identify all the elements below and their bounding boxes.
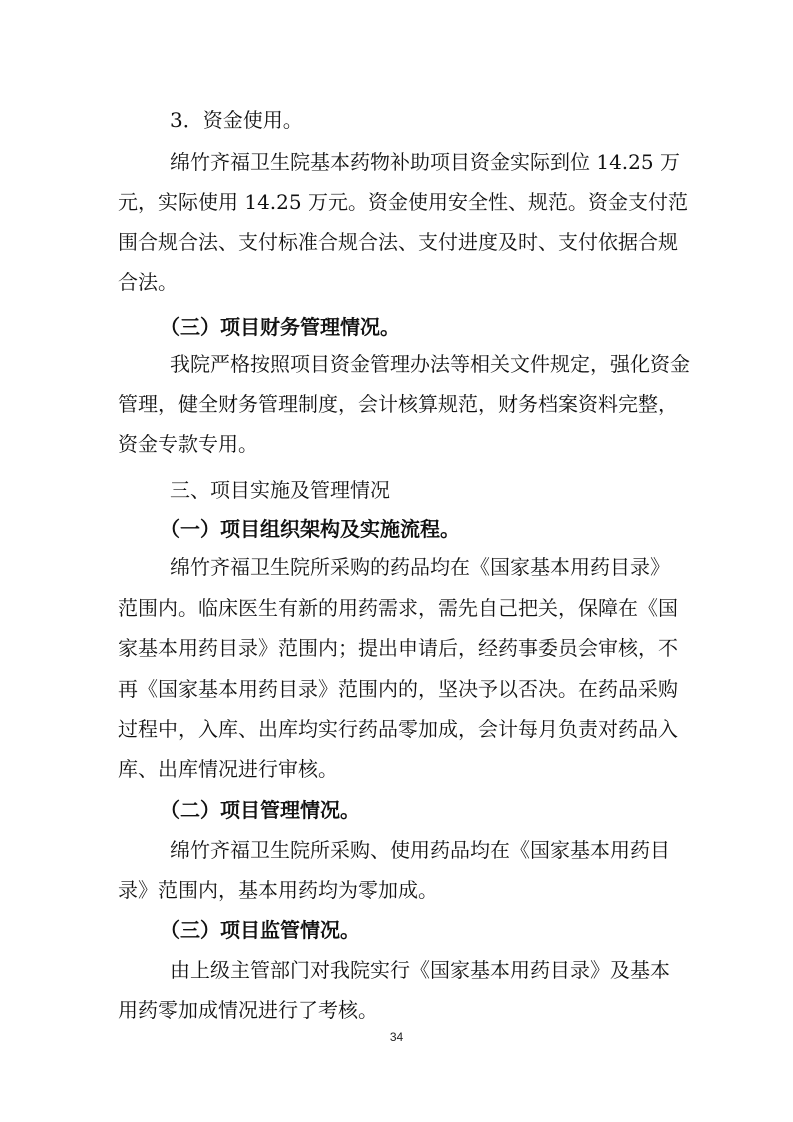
section-heading-organization: （一）项目组织架构及实施流程。	[160, 517, 460, 541]
paragraph-line: 绵竹齐福卫生院所采购、使用药品均在《国家基本用药目	[170, 838, 670, 862]
section-heading-project-management: （二）项目管理情况。	[160, 798, 360, 822]
paragraph-line: 库、出库情况进行审核。	[118, 757, 338, 781]
paragraph-line: 范围内。临床医生有新的用药需求，需先自己把关，保障在《国	[118, 596, 678, 620]
paragraph-line: 录》范围内，基本用药均为零加成。	[118, 878, 438, 902]
paragraph-line: 元，实际使用 14.25 万元。资金使用安全性、规范。资金支付范	[118, 190, 688, 214]
paragraph-line: 管理，健全财务管理制度，会计核算规范，财务档案资料完整，	[118, 392, 678, 416]
subsection-heading-fund-usage: 3．资金使用。	[170, 108, 303, 132]
paragraph-line: 家基本用药目录》范围内；提出申请后，经药事委员会审核，不	[118, 636, 678, 660]
paragraph-line: 用药零加成情况进行了考核。	[118, 998, 378, 1022]
paragraph-line: 绵竹齐福卫生院所采购的药品均在《国家基本用药目录》	[170, 555, 670, 579]
paragraph-line: 围合规合法、支付标准合规合法、支付进度及时、支付依据合规	[118, 230, 678, 254]
paragraph-line: 过程中，入库、出库均实行药品零加成，会计每月负责对药品入	[118, 717, 678, 741]
page-number: 34	[389, 1030, 404, 1044]
paragraph-line: 由上级主管部门对我院实行《国家基本用药目录》及基本	[170, 958, 670, 982]
paragraph-line: 我院严格按照项目资金管理办法等相关文件规定，强化资金	[170, 352, 690, 376]
paragraph-line: 资金专款专用。	[118, 432, 258, 456]
chapter-heading-implementation: 三、项目实施及管理情况	[170, 478, 390, 502]
paragraph-line: 再《国家基本用药目录》范围内的，坚决予以否决。在药品采购	[118, 677, 678, 701]
section-heading-financial-management: （三）项目财务管理情况。	[160, 315, 400, 339]
paragraph-line: 绵竹齐福卫生院基本药物补助项目资金实际到位 14.25 万	[170, 150, 680, 174]
section-heading-supervision: （三）项目监管情况。	[160, 918, 360, 942]
paragraph-line: 合法。	[118, 270, 178, 294]
